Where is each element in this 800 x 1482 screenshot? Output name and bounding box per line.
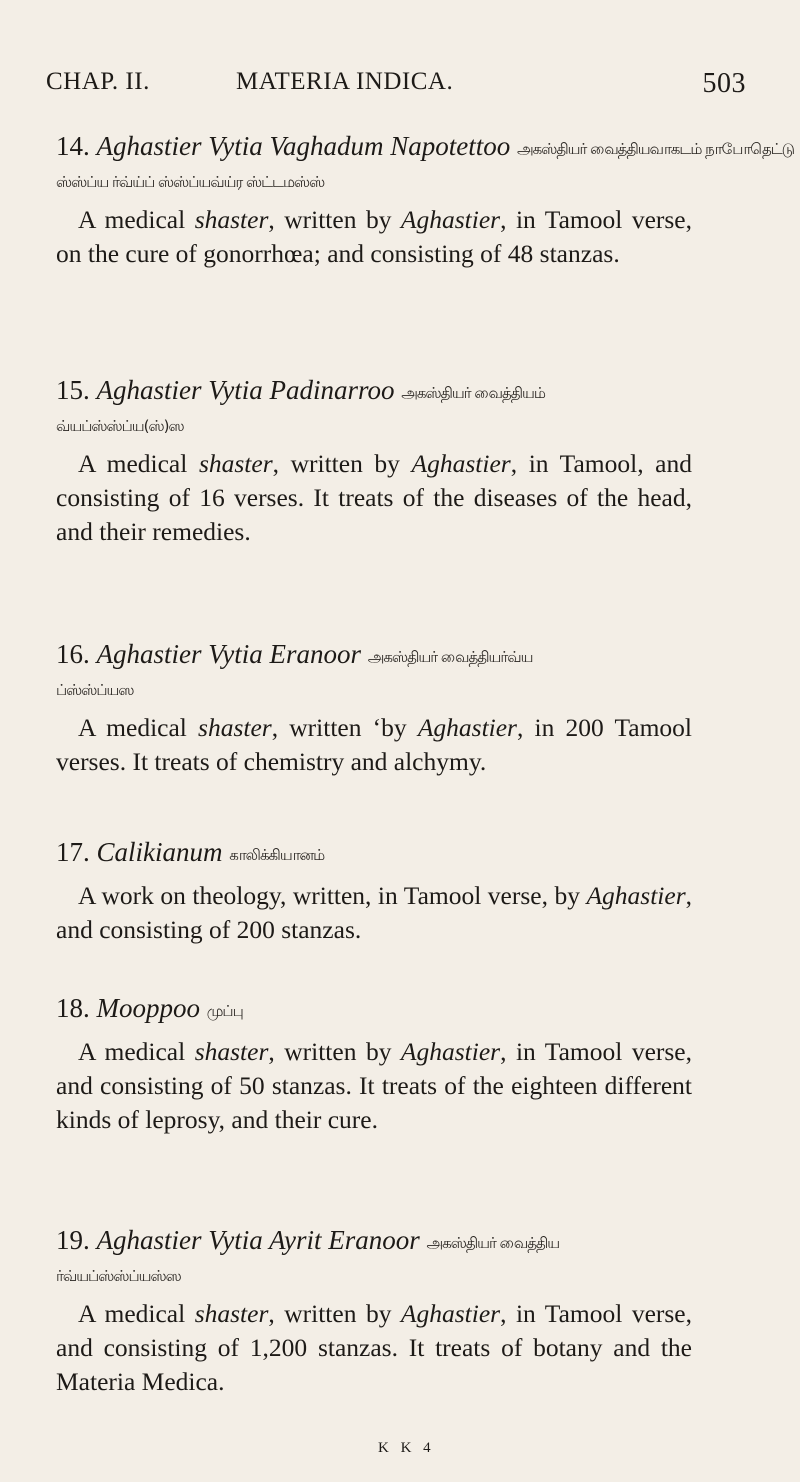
entry-title: Aghastier Vytia Eranoor bbox=[96, 639, 362, 669]
entry-17 bbox=[56, 834, 692, 947]
entry-description bbox=[56, 203, 692, 271]
entry-18 bbox=[56, 990, 692, 1137]
description-text: A medical bbox=[78, 712, 199, 742]
description-text: A medical bbox=[78, 204, 195, 234]
entry-description bbox=[56, 1035, 692, 1137]
signature-mark: K K 4 bbox=[378, 1440, 435, 1456]
description-text: , written ‘by bbox=[271, 712, 418, 742]
entry-number: 19. bbox=[56, 1225, 90, 1255]
description-text: , in 200 Tamool verses. It treats of chemistry and alchymy. bbox=[56, 712, 692, 776]
entry-number: 15. bbox=[56, 375, 90, 405]
tamil-title: முப்பு bbox=[206, 1001, 243, 1020]
tamil-title: அகஸ்தியர் வைத்தியம் bbox=[401, 383, 545, 402]
entry-15 bbox=[56, 372, 692, 549]
entry-number: 14. bbox=[56, 131, 90, 161]
chapter-label: CHAP. II. bbox=[46, 68, 150, 95]
tamil-title-continued: ர்வ்யப்ஸ்ஸ்ப்யஸ்ஸ bbox=[56, 1266, 181, 1285]
entry-title: Aghastier Vytia Vaghadum Napotettoo bbox=[96, 131, 511, 161]
entry-number: 18. bbox=[56, 993, 90, 1023]
tamil-title: காலிக்கியானம் bbox=[229, 845, 325, 864]
entry-headline bbox=[56, 990, 692, 1029]
description-text: , and consisting of 200 stanzas. bbox=[56, 880, 692, 944]
description-text: , in Tamool, and consisting of 16 verses. It treats of the diseases of the head, and their remedies. bbox=[56, 448, 693, 546]
entry-headline bbox=[56, 834, 692, 873]
description-text: A medical bbox=[78, 1036, 195, 1066]
entry-description bbox=[56, 447, 692, 549]
description-text: A medical bbox=[78, 448, 199, 478]
description-text: , written by bbox=[272, 448, 412, 478]
entry-title: Mooppoo bbox=[96, 993, 200, 1023]
page-number: 503 bbox=[702, 68, 746, 99]
description-text: , written by bbox=[268, 1298, 401, 1328]
tamil-title-continued: வ்யப்ஸ்ஸ்ப்ய(ஸ்)ஸ bbox=[56, 416, 184, 435]
italic-term: shaster bbox=[194, 1298, 269, 1328]
running-head bbox=[46, 68, 746, 98]
italic-term: Aghastier bbox=[586, 880, 686, 910]
tamil-title-continued: ஸ்ஸ்ப்ய ர்வ்ய்ப் ஸ்ஸ்ப்யவ்ய்ர ஸ்ட்டமஸ்ஸ் bbox=[56, 172, 325, 191]
description-text: , written by bbox=[268, 1036, 401, 1066]
description-text: , in Tamool verse, on the cure of gonorrhœa; and consisting of 48 stanzas. bbox=[56, 204, 692, 268]
entry-title: Calikianum bbox=[96, 837, 223, 867]
tamil-title: அகஸ்தியர் வைத்திய bbox=[426, 1233, 560, 1252]
italic-term: Aghastier bbox=[400, 1036, 501, 1066]
italic-term: Aghastier bbox=[400, 1298, 501, 1328]
description-text: A medical bbox=[78, 1298, 195, 1328]
italic-term: shaster bbox=[194, 204, 269, 234]
italic-term: Aghastier bbox=[400, 204, 501, 234]
italic-term: shaster bbox=[194, 1036, 269, 1066]
entry-description bbox=[56, 711, 692, 779]
description-text: , in Tamool verse, and consisting of 50 stanzas. It treats of the eighteen different kinds of leprosy, and their cure. bbox=[56, 1036, 692, 1134]
tamil-title-continued: ப்ஸ்ஸ்ப்யஸ bbox=[56, 680, 134, 699]
tamil-title: அகஸ்தியர் வைத்தியர்வ்ய bbox=[367, 647, 533, 666]
entry-number: 17. bbox=[56, 837, 90, 867]
entry-headline bbox=[56, 128, 795, 167]
entry-14 bbox=[56, 128, 795, 271]
entry-description bbox=[56, 879, 692, 947]
section-title: MATERIA INDICA. bbox=[236, 68, 454, 95]
entry-headline bbox=[56, 372, 692, 411]
entry-title: Aghastier Vytia Padinarroo bbox=[96, 375, 395, 405]
entry-16 bbox=[56, 636, 692, 779]
description-text: , written by bbox=[268, 204, 401, 234]
entry-headline bbox=[56, 636, 692, 675]
entry-headline bbox=[56, 1222, 692, 1261]
description-text: , in Tamool verse, and consisting of 1,200 stanzas. It treats of botany and the Materia Medica. bbox=[56, 1298, 692, 1396]
italic-term: shaster bbox=[198, 712, 272, 742]
entry-title: Aghastier Vytia Ayrit Eranoor bbox=[96, 1225, 420, 1255]
italic-term: shaster bbox=[198, 448, 273, 478]
description-text: A work on theology, written, in Tamool verse, by bbox=[78, 880, 587, 910]
italic-term: Aghastier bbox=[411, 448, 511, 478]
entry-19 bbox=[56, 1222, 692, 1399]
entry-description bbox=[56, 1297, 692, 1399]
entry-number: 16. bbox=[56, 639, 90, 669]
italic-term: Aghastier bbox=[417, 712, 517, 742]
tamil-title: அகஸ்தியர் வைத்தியவாகடம் நாபோதெட்டு bbox=[517, 139, 795, 158]
